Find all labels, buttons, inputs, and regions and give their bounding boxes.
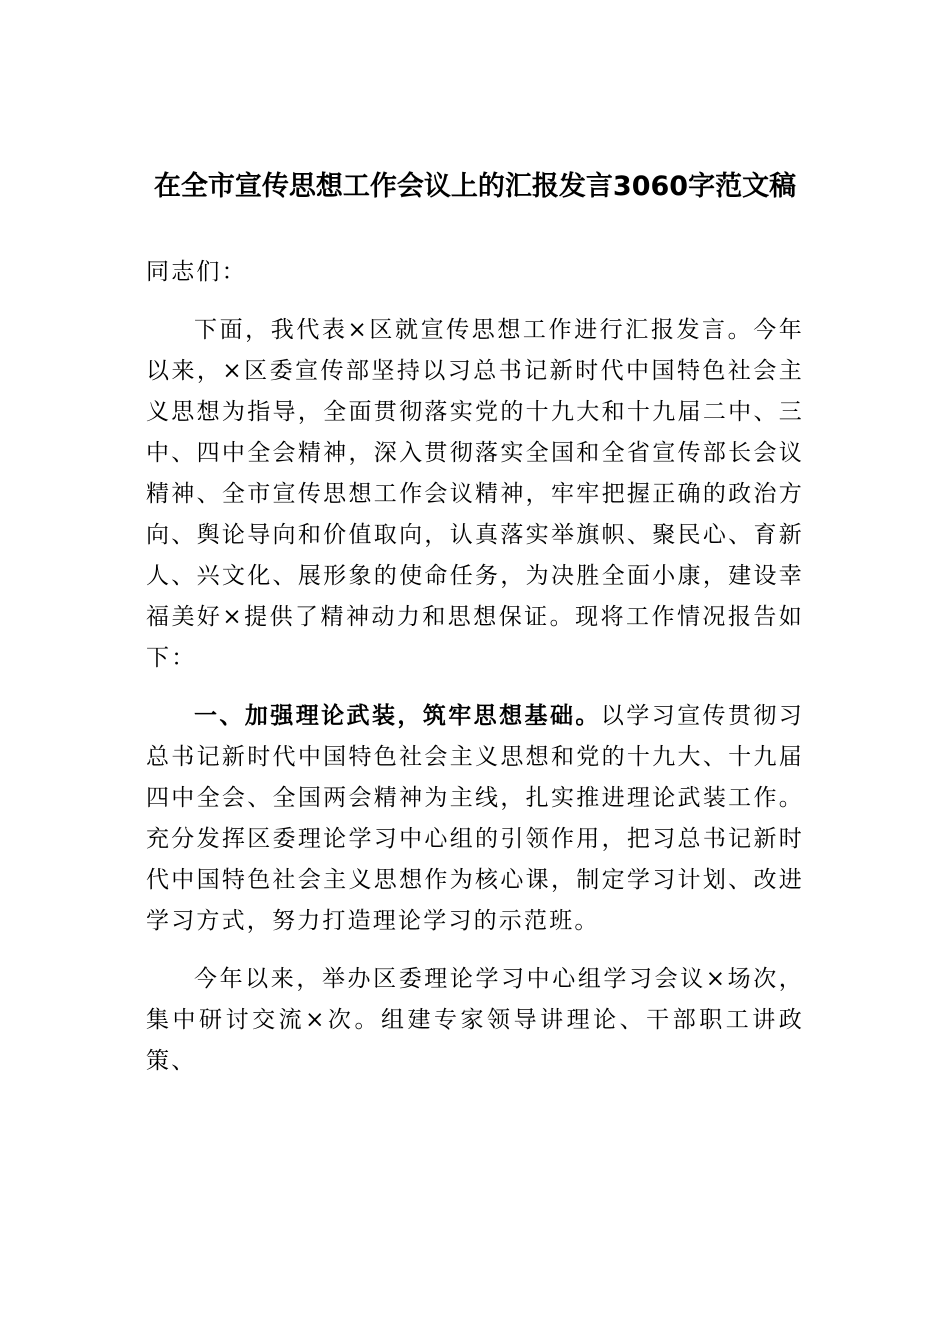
paragraph-section-one [146,696,804,942]
paragraph-intro [146,310,804,679]
document-body [146,252,804,1099]
paragraph-this-year [146,959,804,1082]
paragraph-text: 以学习宣传贯彻习总书记新时代中国特色社会主义思想和党的十九大、十九届四中全会、全国两会精神为主线，扎实推进理论武装工作。充分发挥区委理论学习中心组的引领作用，把习总书记新时代中国特色社会主义思想作为核心课，制定学习计划、改进学习方式，努力打造理论学习的示范班。 [146,703,804,934]
paragraph-text: 今年以来，举办区委理论学习中心组学习会议×场次，集中研讨交流×次。组建专家领导讲理论、干部职工讲政策、 [146,966,804,1074]
document-title: 在全市宣传思想工作会议上的汇报发言3060字范文稿 [153,171,797,202]
salutation: 同志们： [146,259,247,285]
section-heading: 一、加强理论武装，筑牢思想基础。 [194,703,601,729]
paragraph-text: 下面，我代表×区就宣传思想工作进行汇报发言。今年以来，×区委宣传部坚持以习总书记新时代中国特色社会主义思想为指导，全面贯彻落实党的十九大和十九届二中、三中、四中全会精神，深入贯彻落实全国和全省宣传部长会议精神、全市宣传思想工作会议精神，牢牢把握正确的政治方向、舆论导向和价值取向，认真落实举旗帜、聚民心、育新人、兴文化、展形象的使命任务，为决胜全面小康，建设幸福美好×提供了精神动力和思想保证。现将工作情况报告如下： [146,317,804,671]
